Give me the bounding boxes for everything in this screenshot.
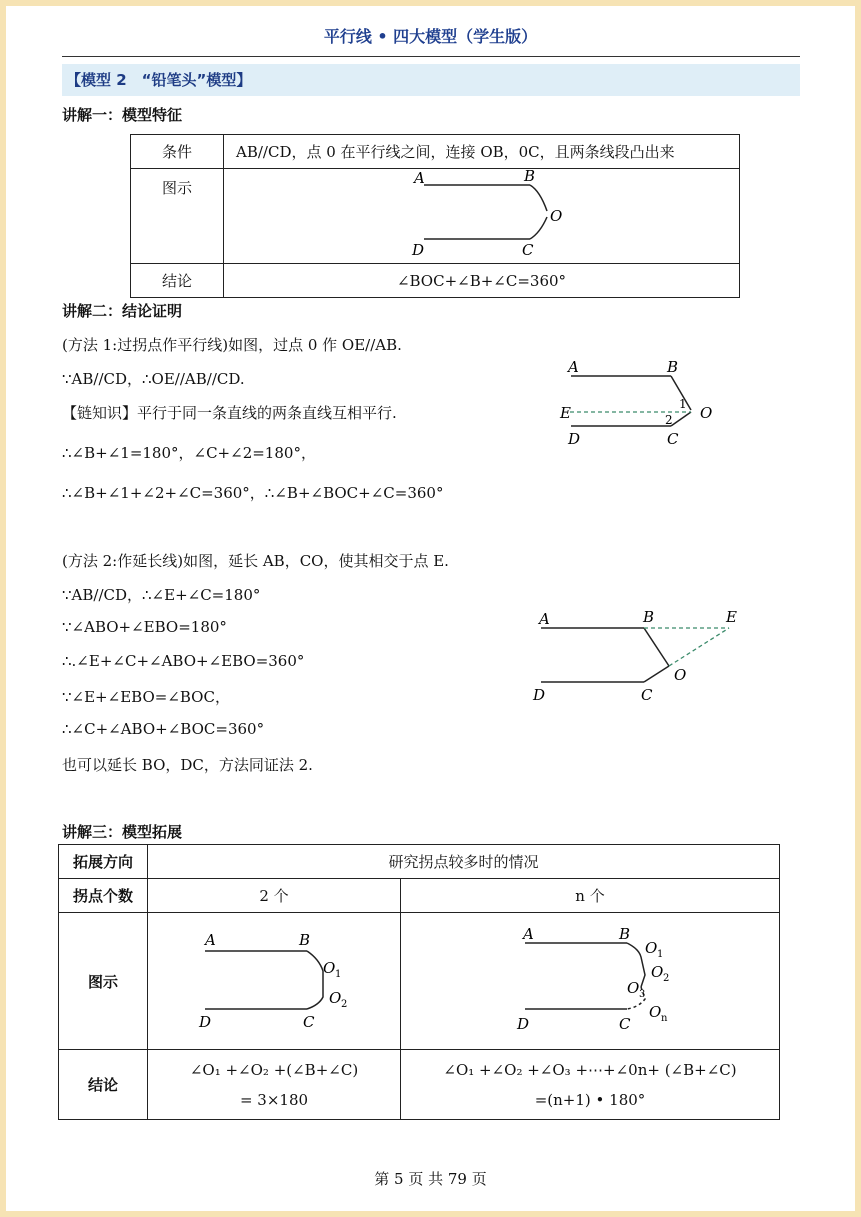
conclusion-n-line: =(n+1) • 180° xyxy=(534,1090,646,1109)
label-d: D xyxy=(533,686,546,704)
section1-heading: 讲解一：模型特征 xyxy=(62,106,183,124)
label-b: B xyxy=(643,608,655,626)
label-o1-sub: 1 xyxy=(335,969,342,980)
page-footer: 第 5 页 共 79 页 xyxy=(374,1170,487,1188)
label-c: C xyxy=(522,241,534,259)
row4-label: 结论 xyxy=(59,1050,148,1120)
label-b: B xyxy=(524,169,536,185)
header-rule xyxy=(62,56,800,57)
model-banner: 【模型 2 “铅笔头”模型】 xyxy=(62,64,800,96)
label-d: D xyxy=(568,430,581,448)
method1-line: ∵AB//CD，∴OE//AB//CD. xyxy=(62,370,245,388)
label-o2-sub: 2 xyxy=(341,999,348,1010)
method2-line: ∵∠E+∠EBO=∠BOC， xyxy=(62,688,230,706)
label-o2-sub: 2 xyxy=(663,973,670,984)
label-o3: O xyxy=(627,979,640,997)
label-d: D xyxy=(517,1015,530,1033)
method2-line: (方法 2:作延长线)如图，延长 AB，CO，使其相交于点 E. xyxy=(62,552,449,570)
row1-label: 拓展方向 xyxy=(59,845,148,879)
label-o: O xyxy=(674,666,687,684)
label-o1-sub: 1 xyxy=(657,949,664,960)
header-title: 平行线 • 四大模型（学生版） xyxy=(323,27,538,46)
page xyxy=(6,6,855,1211)
label-o: O xyxy=(700,404,713,422)
method1-figure xyxy=(546,354,726,454)
label-b: B xyxy=(299,931,311,949)
method2-line: ∴.∠E+∠C+∠ABO+∠EBO=360° xyxy=(62,652,305,670)
label-o: O xyxy=(550,207,563,225)
label-a: A xyxy=(568,358,579,376)
segment-oc xyxy=(530,217,547,239)
conclusion-text: ∠BOC+∠B+∠C=360° xyxy=(224,264,740,298)
segment-oc xyxy=(644,666,669,682)
conclusion-n-line: ∠O₁ +∠O₂ +∠O₃ +⋯+∠0n+ (∠B+∠C) xyxy=(443,1060,737,1079)
fig-two-cell xyxy=(148,913,401,1050)
segment-oc xyxy=(671,412,691,426)
label-b: B xyxy=(619,925,631,943)
label-o1: O xyxy=(323,959,336,977)
label-c: C xyxy=(667,430,679,448)
two-turn-figure xyxy=(149,913,399,1045)
method2-line: 也可以延长 BO，DC，方法同证法 2. xyxy=(62,756,313,774)
section2-heading: 讲解二：结论证明 xyxy=(62,302,183,320)
method1-line: (方法 1:过拐点作平行线)如图，过点 0 作 OE//AB. xyxy=(62,336,402,354)
col-n-header: n 个 xyxy=(401,879,780,913)
condition-text: AB//CD，点 0 在平行线之间，连接 OB，0C，且两条线段凸出来 xyxy=(224,135,740,169)
label-on-sub: n xyxy=(661,1013,668,1024)
label-d: D xyxy=(199,1013,212,1031)
label-o2: O xyxy=(651,963,664,981)
conclusion-n-cell xyxy=(401,1050,780,1120)
model-extension-table xyxy=(58,844,780,1120)
method2-line: ∵AB//CD，∴∠E+∠C=180° xyxy=(62,586,261,604)
label-o2: O xyxy=(329,989,342,1007)
method1-line: 【链知识】平行于同一条直线的两条直线互相平行. xyxy=(62,404,397,422)
figure-cell xyxy=(224,169,740,264)
label-a: A xyxy=(523,925,534,943)
row2-label: 拐点个数 xyxy=(59,879,148,913)
label-a: A xyxy=(539,610,550,628)
label-c: C xyxy=(303,1013,315,1031)
label-o1: O xyxy=(645,939,658,957)
angle-2-label: 2 xyxy=(665,413,673,427)
method2-line: ∴∠C+∠ABO+∠BOC=360° xyxy=(62,720,265,738)
label-on: O xyxy=(649,1003,662,1021)
label-e: E xyxy=(560,404,571,422)
label-a: A xyxy=(205,931,216,949)
method2-figure xyxy=(521,600,761,710)
row1-value: 研究拐点较多时的情况 xyxy=(148,845,780,879)
method1-line: ∴∠B+∠1=180°，∠C+∠2=180°， xyxy=(62,444,316,462)
pencil-model-figure xyxy=(224,169,734,259)
conclusion-two-line: = 3×180 xyxy=(239,1090,309,1109)
method2-line: ∵∠ABO+∠EBO=180° xyxy=(62,618,227,636)
segment-bo xyxy=(644,628,669,666)
method1-line: ∴∠B+∠1+∠2+∠C=360°，∴∠B+∠BOC+∠C=360° xyxy=(62,484,444,502)
figure-label: 图示 xyxy=(131,169,224,264)
label-d: D xyxy=(412,241,425,259)
label-e: E xyxy=(726,608,737,626)
fig-n-cell xyxy=(401,913,780,1050)
n-turn-figure xyxy=(405,913,775,1045)
label-b: B xyxy=(667,358,679,376)
extension-oe xyxy=(669,628,729,666)
model-feature-table xyxy=(130,134,740,298)
label-o3-sub: 3 xyxy=(639,989,646,1000)
condition-label: 条件 xyxy=(131,135,224,169)
turning-path xyxy=(307,951,323,1009)
segment-bo xyxy=(530,185,547,211)
angle-1-label: 1 xyxy=(679,397,687,411)
label-c: C xyxy=(641,686,653,704)
conclusion-two-cell xyxy=(148,1050,401,1120)
conclusion-label: 结论 xyxy=(131,264,224,298)
row3-label: 图示 xyxy=(59,913,148,1050)
col-two-header: 2 个 xyxy=(148,879,401,913)
section3-heading: 讲解三：模型拓展 xyxy=(62,823,183,841)
conclusion-two-line: ∠O₁ +∠O₂ +(∠B+∠C) xyxy=(189,1060,359,1079)
label-a: A xyxy=(414,169,425,187)
label-c: C xyxy=(619,1015,631,1033)
